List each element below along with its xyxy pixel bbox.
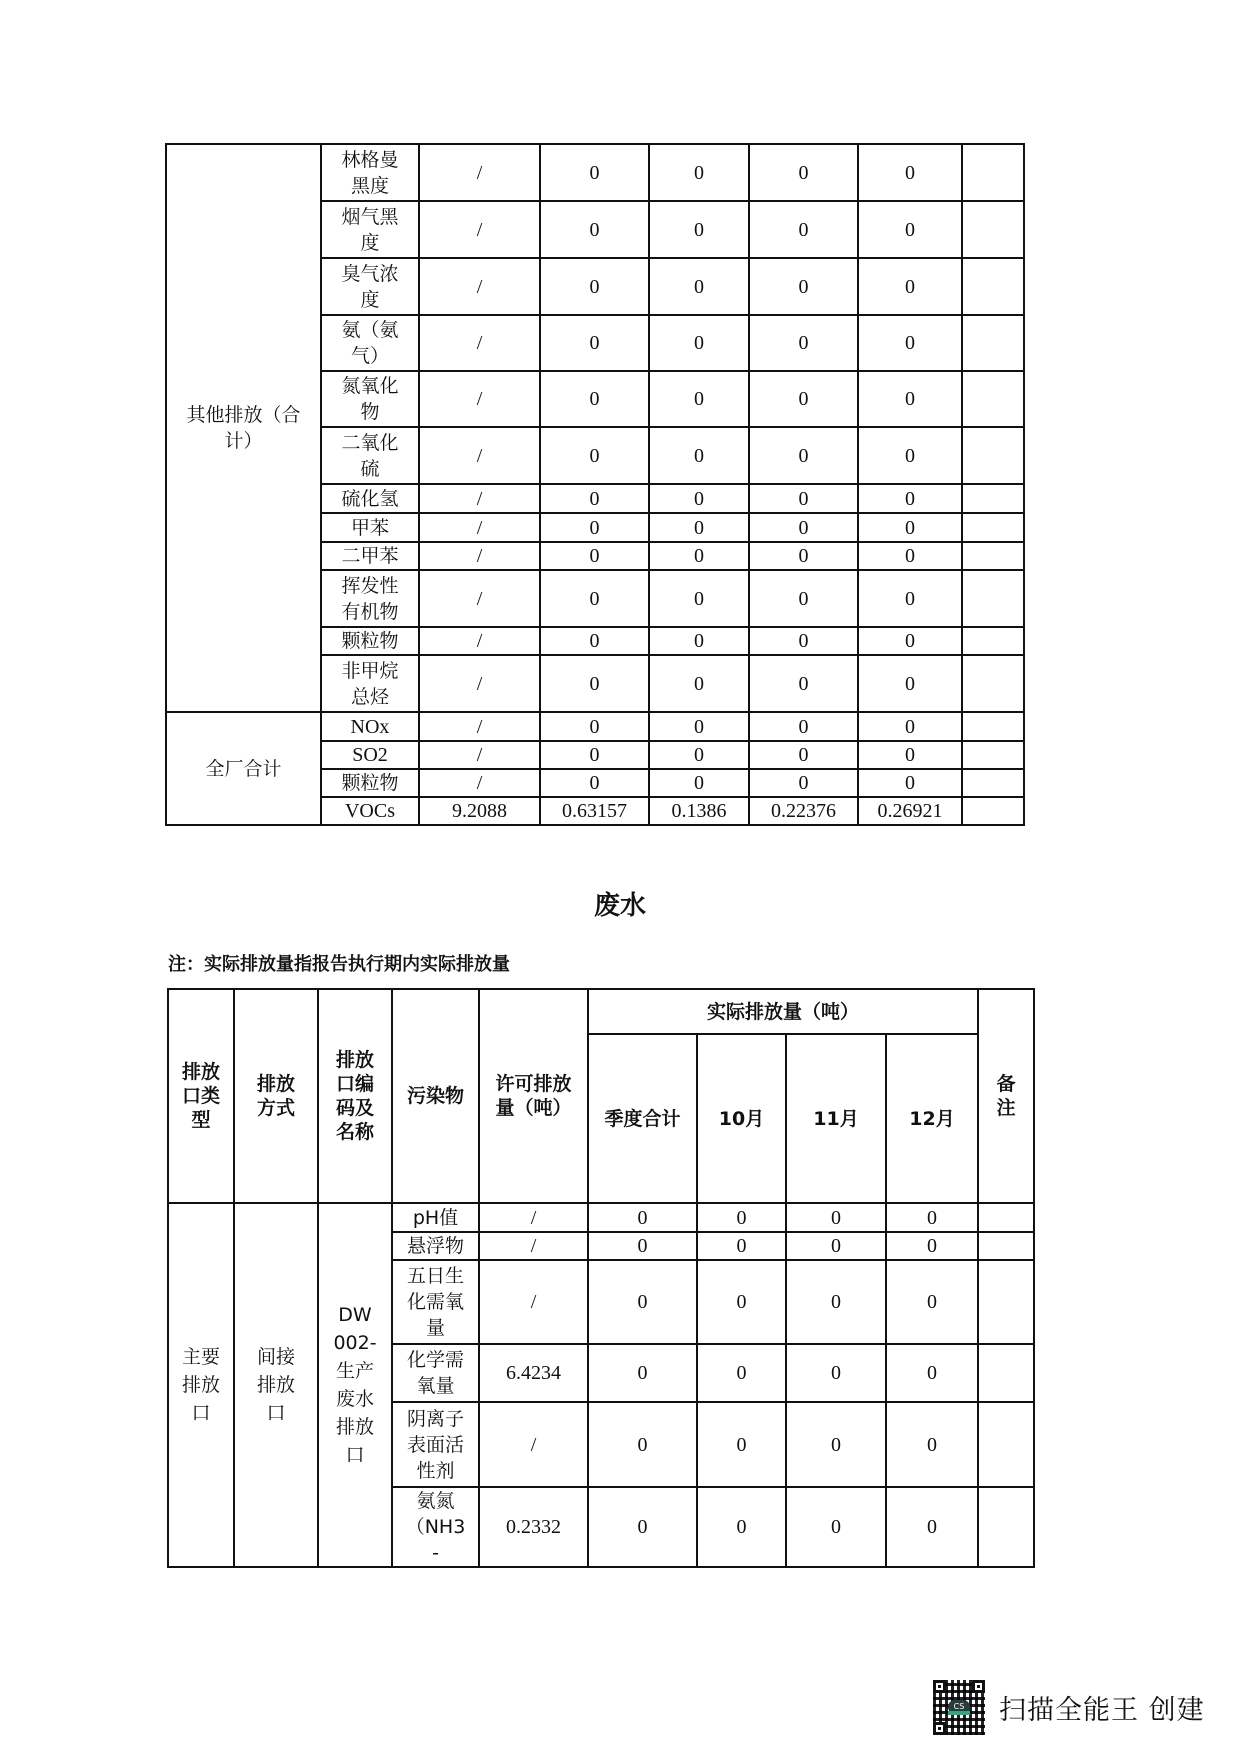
cell-quarter-total: 0 <box>540 513 649 542</box>
outlet-code-name: DW002-生产废水排放口 <box>318 1203 392 1567</box>
cell-permit: / <box>419 144 540 201</box>
wastewater-table-body <box>168 1203 1034 1567</box>
cell-remark <box>962 542 1024 570</box>
pollutant-name: 氨（氨气） <box>321 315 419 371</box>
cell-m11: 0 <box>749 655 858 712</box>
wastewater-table <box>167 988 1035 1568</box>
cell-remark <box>962 315 1024 371</box>
cell-m10: 0 <box>649 769 749 797</box>
cell-permit: / <box>419 427 540 484</box>
section-title-wastewater: 废水 <box>593 891 646 921</box>
cell-m12: 0 <box>886 1344 978 1402</box>
cell-quarter-total: 0 <box>588 1487 697 1567</box>
cell-quarter-total: 0 <box>540 741 649 769</box>
cell-m11: 0 <box>749 741 858 769</box>
cell-m10: 0 <box>649 371 749 427</box>
cell-m11: 0 <box>749 769 858 797</box>
cell-permit: / <box>419 258 540 315</box>
cell-m11: 0.22376 <box>749 797 858 825</box>
header-outlet-type: 排放口类型 <box>168 989 234 1203</box>
cell-remark <box>962 655 1024 712</box>
cell-m10: 0 <box>697 1203 786 1232</box>
table-row <box>166 712 1024 741</box>
cell-remark <box>962 144 1024 201</box>
cell-permit: / <box>479 1260 588 1344</box>
wastewater-note: 注：实际排放量指报告执行期内实际排放量 <box>168 954 510 975</box>
pollutant-name: 二甲苯 <box>321 542 419 570</box>
cell-quarter-total: 0 <box>588 1402 697 1487</box>
pollutant-name: VOCs <box>321 797 419 825</box>
cell-permit: / <box>479 1402 588 1487</box>
header-month-10: 10月 <box>697 1034 786 1203</box>
cell-quarter-total: 0 <box>540 712 649 741</box>
cell-m12: 0 <box>858 769 962 797</box>
cell-remark <box>962 741 1024 769</box>
cell-remark <box>962 797 1024 825</box>
cell-remark <box>962 258 1024 315</box>
cell-permit: 0.2332 <box>479 1487 588 1567</box>
cell-remark <box>962 570 1024 627</box>
cell-quarter-total: 0 <box>540 258 649 315</box>
group-label: 其他排放（合计） <box>166 144 321 712</box>
cell-quarter-total: 0 <box>540 769 649 797</box>
cell-m10: 0 <box>649 513 749 542</box>
cell-m11: 0 <box>749 258 858 315</box>
cell-m10: 0 <box>649 258 749 315</box>
cell-quarter-total: 0 <box>540 627 649 655</box>
cell-quarter-total: 0 <box>588 1344 697 1402</box>
header-pollutant: 污染物 <box>392 989 479 1203</box>
cell-m12: 0 <box>886 1232 978 1260</box>
wastewater-header-row-1 <box>168 989 1034 1034</box>
cell-remark <box>962 371 1024 427</box>
cell-m10: 0 <box>649 741 749 769</box>
cell-permit: / <box>419 513 540 542</box>
cell-permit: / <box>419 741 540 769</box>
cell-m12: 0 <box>886 1203 978 1232</box>
cell-permit: / <box>419 371 540 427</box>
cell-m10: 0 <box>649 570 749 627</box>
cell-m12: 0 <box>858 542 962 570</box>
cell-m11: 0 <box>786 1402 886 1487</box>
cell-m12: 0 <box>858 484 962 513</box>
cell-m11: 0 <box>749 484 858 513</box>
pollutant-name: 悬浮物 <box>392 1232 479 1260</box>
cell-m10: 0 <box>649 427 749 484</box>
cell-m11: 0 <box>786 1203 886 1232</box>
cell-remark <box>962 513 1024 542</box>
cell-quarter-total: 0 <box>540 542 649 570</box>
pollutant-name: 烟气黑度 <box>321 201 419 258</box>
pollutant-name: 氨氮（NH3- <box>392 1487 479 1567</box>
header-month-12: 12月 <box>886 1034 978 1203</box>
cell-permit: / <box>419 484 540 513</box>
cell-quarter-total: 0 <box>540 315 649 371</box>
cell-m11: 0 <box>786 1232 886 1260</box>
cell-quarter-total: 0.63157 <box>540 797 649 825</box>
group-label: 全厂合计 <box>166 712 321 825</box>
cs-badge: CS <box>948 1700 970 1714</box>
cell-m11: 0 <box>749 542 858 570</box>
pollutant-name: 氮氧化物 <box>321 371 419 427</box>
cell-remark <box>978 1402 1034 1487</box>
cell-m10: 0 <box>697 1232 786 1260</box>
cell-m11: 0 <box>786 1487 886 1567</box>
cell-m12: 0 <box>858 570 962 627</box>
cell-m12: 0 <box>858 712 962 741</box>
header-remark: 备注 <box>978 989 1034 1203</box>
cell-m12: 0 <box>858 315 962 371</box>
cell-m10: 0 <box>649 542 749 570</box>
cell-quarter-total: 0 <box>588 1203 697 1232</box>
cell-quarter-total: 0 <box>540 371 649 427</box>
header-month-11: 11月 <box>786 1034 886 1203</box>
cell-m11: 0 <box>786 1344 886 1402</box>
cell-m12: 0 <box>858 627 962 655</box>
cell-m11: 0 <box>749 371 858 427</box>
cell-quarter-total: 0 <box>540 484 649 513</box>
cell-m11: 0 <box>749 315 858 371</box>
cell-m10: 0 <box>649 655 749 712</box>
pollutant-name: 林格曼黑度 <box>321 144 419 201</box>
cell-permit: / <box>419 627 540 655</box>
cell-remark <box>978 1232 1034 1260</box>
header-quarter-total: 季度合计 <box>588 1034 697 1203</box>
header-permit: 许可排放量（吨） <box>479 989 588 1203</box>
cell-permit: / <box>419 542 540 570</box>
cell-m12: 0 <box>886 1402 978 1487</box>
cell-m11: 0 <box>749 513 858 542</box>
cell-m10: 0 <box>649 484 749 513</box>
cell-m12: 0 <box>858 144 962 201</box>
pollutant-name: pH值 <box>392 1203 479 1232</box>
cell-quarter-total: 0 <box>540 201 649 258</box>
watermark <box>933 1680 1205 1735</box>
cell-m12: 0.26921 <box>858 797 962 825</box>
pollutant-name: 挥发性有机物 <box>321 570 419 627</box>
cell-m12: 0 <box>886 1260 978 1344</box>
cell-remark <box>978 1260 1034 1344</box>
cell-m12: 0 <box>858 427 962 484</box>
cell-permit: / <box>419 712 540 741</box>
pollutant-name: 硫化氢 <box>321 484 419 513</box>
pollutant-name: 颗粒物 <box>321 627 419 655</box>
cell-m11: 0 <box>749 427 858 484</box>
cell-m10: 0 <box>649 712 749 741</box>
cell-permit: / <box>479 1203 588 1232</box>
cell-remark <box>978 1203 1034 1232</box>
cell-m10: 0.1386 <box>649 797 749 825</box>
outlet-type: 主要排放口 <box>168 1203 234 1567</box>
cell-remark <box>962 201 1024 258</box>
discharge-method: 间接排放口 <box>234 1203 318 1567</box>
cell-m10: 0 <box>697 1402 786 1487</box>
cell-m10: 0 <box>697 1344 786 1402</box>
pollutant-name: 阴离子表面活性剂 <box>392 1402 479 1487</box>
cell-remark <box>962 712 1024 741</box>
cell-m12: 0 <box>858 655 962 712</box>
cell-m10: 0 <box>649 144 749 201</box>
cell-permit: / <box>419 769 540 797</box>
air-table-body <box>166 144 1024 825</box>
cell-m12: 0 <box>858 741 962 769</box>
cell-permit: / <box>419 570 540 627</box>
pollutant-name: 二氧化硫 <box>321 427 419 484</box>
cell-m10: 0 <box>697 1260 786 1344</box>
cell-m11: 0 <box>749 712 858 741</box>
cell-m10: 0 <box>697 1487 786 1567</box>
cell-permit: 6.4234 <box>479 1344 588 1402</box>
pollutant-name: 五日生化需氧量 <box>392 1260 479 1344</box>
cell-m11: 0 <box>786 1260 886 1344</box>
cell-quarter-total: 0 <box>588 1232 697 1260</box>
header-discharge-method: 排放方式 <box>234 989 318 1203</box>
cell-m12: 0 <box>886 1487 978 1567</box>
pollutant-name: NOx <box>321 712 419 741</box>
pollutant-name: 颗粒物 <box>321 769 419 797</box>
cell-remark <box>962 769 1024 797</box>
cell-permit: 9.2088 <box>419 797 540 825</box>
cell-permit: / <box>419 315 540 371</box>
cell-m12: 0 <box>858 258 962 315</box>
cell-m12: 0 <box>858 201 962 258</box>
cell-remark <box>978 1344 1034 1402</box>
cell-quarter-total: 0 <box>540 144 649 201</box>
pollutant-name: 臭气浓度 <box>321 258 419 315</box>
cell-quarter-total: 0 <box>540 570 649 627</box>
pollutant-name: SO2 <box>321 741 419 769</box>
cell-m12: 0 <box>858 513 962 542</box>
cell-quarter-total: 0 <box>588 1260 697 1344</box>
cell-m11: 0 <box>749 201 858 258</box>
header-actual-emissions: 实际排放量（吨） <box>588 989 978 1034</box>
cell-permit: / <box>419 201 540 258</box>
pollutant-name: 化学需氧量 <box>392 1344 479 1402</box>
table-row <box>166 144 1024 201</box>
cell-m11: 0 <box>749 570 858 627</box>
cell-remark <box>962 427 1024 484</box>
cell-permit: / <box>479 1232 588 1260</box>
camscanner-qr-icon <box>933 1680 985 1735</box>
cell-m12: 0 <box>858 371 962 427</box>
cell-quarter-total: 0 <box>540 655 649 712</box>
cell-quarter-total: 0 <box>540 427 649 484</box>
cell-m10: 0 <box>649 201 749 258</box>
pollutant-name: 非甲烷总烃 <box>321 655 419 712</box>
pollutant-name: 甲苯 <box>321 513 419 542</box>
watermark-text: 扫描全能王 创建 <box>999 1695 1205 1726</box>
cell-m11: 0 <box>749 627 858 655</box>
cell-remark <box>962 484 1024 513</box>
cell-remark <box>978 1487 1034 1567</box>
cell-remark <box>962 627 1024 655</box>
cell-m10: 0 <box>649 627 749 655</box>
header-outlet-code-name: 排放口编码及名称 <box>318 989 392 1203</box>
air-emissions-table <box>165 143 1025 826</box>
table-row <box>168 1203 1034 1232</box>
cell-m10: 0 <box>649 315 749 371</box>
cell-permit: / <box>419 655 540 712</box>
cell-m11: 0 <box>749 144 858 201</box>
